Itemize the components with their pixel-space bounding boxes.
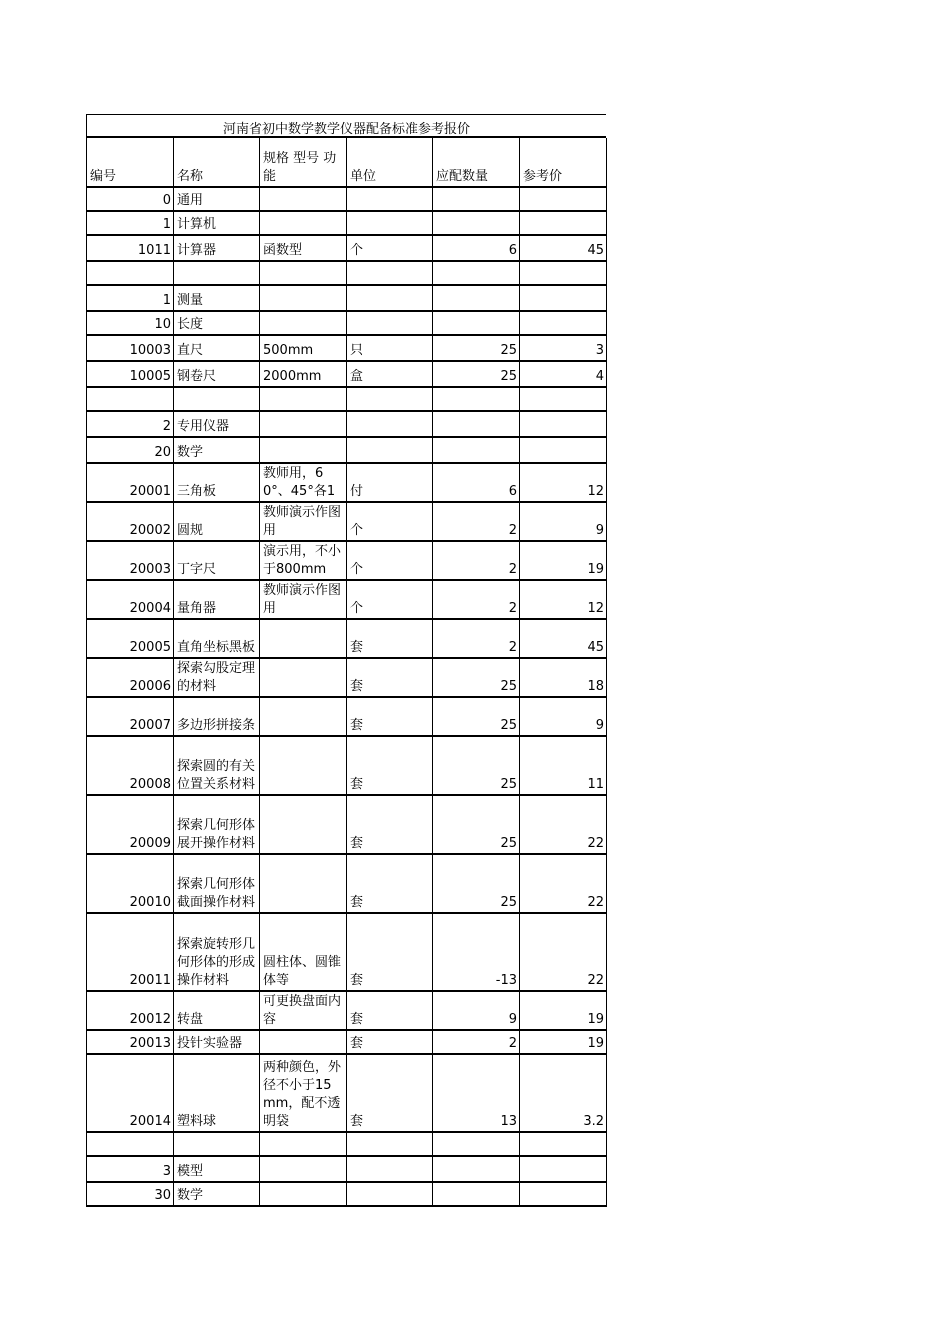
cell-price: 18 [520,658,607,697]
cell-id: 1 [87,285,174,311]
cell-price: 12 [520,580,607,619]
cell-spec: 两种颜色，外径不小于15mm，配不透明袋 [260,1054,347,1132]
cell-name: 长度 [174,311,260,335]
cell-name: 钢卷尺 [174,361,260,387]
cell-unit [347,387,433,411]
cell-qty [433,1182,520,1206]
cell-name [174,1132,260,1156]
cell-name: 探索几何形体展开操作材料 [174,795,260,854]
table-row [87,854,607,913]
cell-unit [347,437,433,463]
cell-name: 塑料球 [174,1054,260,1132]
table-row [87,580,607,619]
cell-qty: 2 [433,619,520,658]
cell-price: 19 [520,1030,607,1054]
cell-qty [433,411,520,437]
cell-name: 数学 [174,437,260,463]
cell-unit: 套 [347,658,433,697]
cell-qty: -13 [433,913,520,991]
cell-id: 10003 [87,335,174,361]
cell-unit: 只 [347,335,433,361]
cell-qty [433,311,520,335]
cell-price: 3 [520,335,607,361]
header-id: 编号 [87,138,174,187]
header-unit: 单位 [347,138,433,187]
cell-name: 多边形拼接条 [174,697,260,736]
cell-qty: 2 [433,580,520,619]
cell-spec [260,697,347,736]
cell-name: 数学 [174,1182,260,1206]
cell-spec [260,311,347,335]
cell-id: 20009 [87,795,174,854]
cell-spec [260,187,347,211]
cell-name: 直尺 [174,335,260,361]
table-row [87,1030,607,1054]
cell-id: 20011 [87,913,174,991]
table-row [87,285,607,311]
table-row [87,463,607,502]
table-row [87,437,607,463]
cell-unit [347,311,433,335]
cell-qty [433,387,520,411]
cell-id: 2 [87,411,174,437]
table-row [87,411,607,437]
cell-qty [433,187,520,211]
cell-id: 20010 [87,854,174,913]
cell-name: 探索旋转形几何形体的形成操作材料 [174,913,260,991]
table-body [87,187,607,1206]
cell-price: 4 [520,361,607,387]
cell-spec [260,1132,347,1156]
cell-id: 20014 [87,1054,174,1132]
cell-price [520,211,607,235]
cell-qty [433,211,520,235]
cell-qty [433,1132,520,1156]
cell-spec [260,211,347,235]
sheet-title: 河南省初中数学教学仪器配备标准参考报价 [86,114,606,138]
cell-name [174,261,260,285]
cell-unit: 个 [347,580,433,619]
cell-name: 探索圆的有关位置关系材料 [174,736,260,795]
cell-id: 20 [87,437,174,463]
cell-spec [260,437,347,463]
cell-qty [433,437,520,463]
cell-price: 45 [520,235,607,261]
cell-qty: 25 [433,335,520,361]
table-row [87,1156,607,1182]
cell-id: 1 [87,211,174,235]
cell-unit: 盒 [347,361,433,387]
cell-spec: 教师用，60°、45°各1 [260,463,347,502]
cell-name: 通用 [174,187,260,211]
cell-id: 20001 [87,463,174,502]
table-row [87,387,607,411]
cell-price [520,311,607,335]
cell-price: 9 [520,697,607,736]
cell-unit [347,261,433,285]
cell-qty [433,261,520,285]
cell-price [520,387,607,411]
cell-id: 20013 [87,1030,174,1054]
price-sheet [86,114,606,1207]
cell-unit [347,285,433,311]
table-row [87,361,607,387]
cell-id: 20006 [87,658,174,697]
cell-spec [260,261,347,285]
cell-id: 20012 [87,991,174,1030]
cell-spec [260,1182,347,1206]
table-row [87,991,607,1030]
cell-spec [260,285,347,311]
cell-spec [260,854,347,913]
cell-spec [260,795,347,854]
cell-id: 20003 [87,541,174,580]
cell-price [520,437,607,463]
table-row [87,1182,607,1206]
table-row [87,235,607,261]
cell-price: 22 [520,913,607,991]
cell-price: 12 [520,463,607,502]
table-row [87,619,607,658]
cell-qty: 25 [433,361,520,387]
cell-id: 10005 [87,361,174,387]
cell-qty: 6 [433,463,520,502]
header-qty: 应配数量 [433,138,520,187]
cell-name: 量角器 [174,580,260,619]
cell-price [520,1182,607,1206]
cell-spec [260,411,347,437]
cell-id [87,1132,174,1156]
cell-name: 计算机 [174,211,260,235]
cell-spec: 演示用，不小于800mm [260,541,347,580]
header-price: 参考价 [520,138,607,187]
cell-unit: 套 [347,1030,433,1054]
cell-price [520,1156,607,1182]
header-row [87,138,607,187]
cell-qty: 25 [433,658,520,697]
cell-unit: 付 [347,463,433,502]
cell-price [520,187,607,211]
cell-unit [347,187,433,211]
cell-price [520,285,607,311]
cell-unit [347,1182,433,1206]
cell-unit: 套 [347,795,433,854]
cell-qty: 25 [433,854,520,913]
price-table [86,138,607,1207]
cell-unit: 套 [347,991,433,1030]
cell-spec [260,387,347,411]
table-row [87,1132,607,1156]
table-row [87,1054,607,1132]
cell-name: 专用仪器 [174,411,260,437]
cell-id: 10 [87,311,174,335]
cell-spec: 可更换盘面内容 [260,991,347,1030]
cell-unit [347,1156,433,1182]
cell-qty: 25 [433,736,520,795]
cell-unit: 个 [347,502,433,541]
cell-qty: 2 [433,1030,520,1054]
cell-name: 圆规 [174,502,260,541]
cell-id [87,387,174,411]
cell-qty [433,285,520,311]
table-row [87,502,607,541]
cell-spec [260,619,347,658]
cell-spec [260,1030,347,1054]
cell-spec [260,658,347,697]
cell-name: 模型 [174,1156,260,1182]
cell-name: 投针实验器 [174,1030,260,1054]
cell-id: 20008 [87,736,174,795]
cell-unit: 套 [347,913,433,991]
cell-spec [260,1156,347,1182]
cell-unit: 套 [347,1054,433,1132]
table-row [87,311,607,335]
cell-price: 45 [520,619,607,658]
cell-id: 20002 [87,502,174,541]
cell-price: 3.2 [520,1054,607,1132]
cell-spec: 2000mm [260,361,347,387]
cell-qty: 25 [433,697,520,736]
cell-qty: 9 [433,991,520,1030]
table-row [87,913,607,991]
cell-price: 11 [520,736,607,795]
cell-unit: 套 [347,854,433,913]
cell-spec: 教师演示作图用 [260,580,347,619]
cell-qty: 2 [433,541,520,580]
header-spec: 规格 型号 功能 [260,138,347,187]
cell-name: 探索几何形体截面操作材料 [174,854,260,913]
cell-price: 22 [520,795,607,854]
table-row [87,697,607,736]
header-name: 名称 [174,138,260,187]
cell-price [520,411,607,437]
table-row [87,795,607,854]
cell-qty: 6 [433,235,520,261]
cell-price: 22 [520,854,607,913]
table-row [87,736,607,795]
cell-id: 1011 [87,235,174,261]
cell-id: 3 [87,1156,174,1182]
table-row [87,261,607,285]
cell-spec: 500mm [260,335,347,361]
table-row [87,541,607,580]
cell-unit [347,411,433,437]
cell-price: 19 [520,991,607,1030]
table-row [87,658,607,697]
table-row [87,187,607,211]
cell-id: 30 [87,1182,174,1206]
cell-unit [347,1132,433,1156]
cell-spec: 圆柱体、圆锥体等 [260,913,347,991]
cell-unit [347,211,433,235]
cell-unit: 个 [347,235,433,261]
cell-name: 三角板 [174,463,260,502]
cell-name: 测量 [174,285,260,311]
cell-unit: 套 [347,736,433,795]
cell-id: 20005 [87,619,174,658]
cell-name: 计算器 [174,235,260,261]
cell-name: 直角坐标黑板 [174,619,260,658]
cell-qty [433,1156,520,1182]
cell-name [174,387,260,411]
cell-unit: 个 [347,541,433,580]
cell-id: 20007 [87,697,174,736]
cell-qty: 2 [433,502,520,541]
cell-name: 转盘 [174,991,260,1030]
table-row [87,335,607,361]
cell-name: 探索勾股定理的材料 [174,658,260,697]
cell-spec [260,736,347,795]
cell-id [87,261,174,285]
cell-qty: 25 [433,795,520,854]
cell-price [520,1132,607,1156]
cell-qty: 13 [433,1054,520,1132]
cell-price [520,261,607,285]
cell-name: 丁字尺 [174,541,260,580]
cell-price: 19 [520,541,607,580]
cell-spec: 教师演示作图用 [260,502,347,541]
cell-unit: 套 [347,619,433,658]
table-row [87,211,607,235]
cell-price: 9 [520,502,607,541]
cell-id: 0 [87,187,174,211]
cell-unit: 套 [347,697,433,736]
cell-id: 20004 [87,580,174,619]
cell-spec: 函数型 [260,235,347,261]
